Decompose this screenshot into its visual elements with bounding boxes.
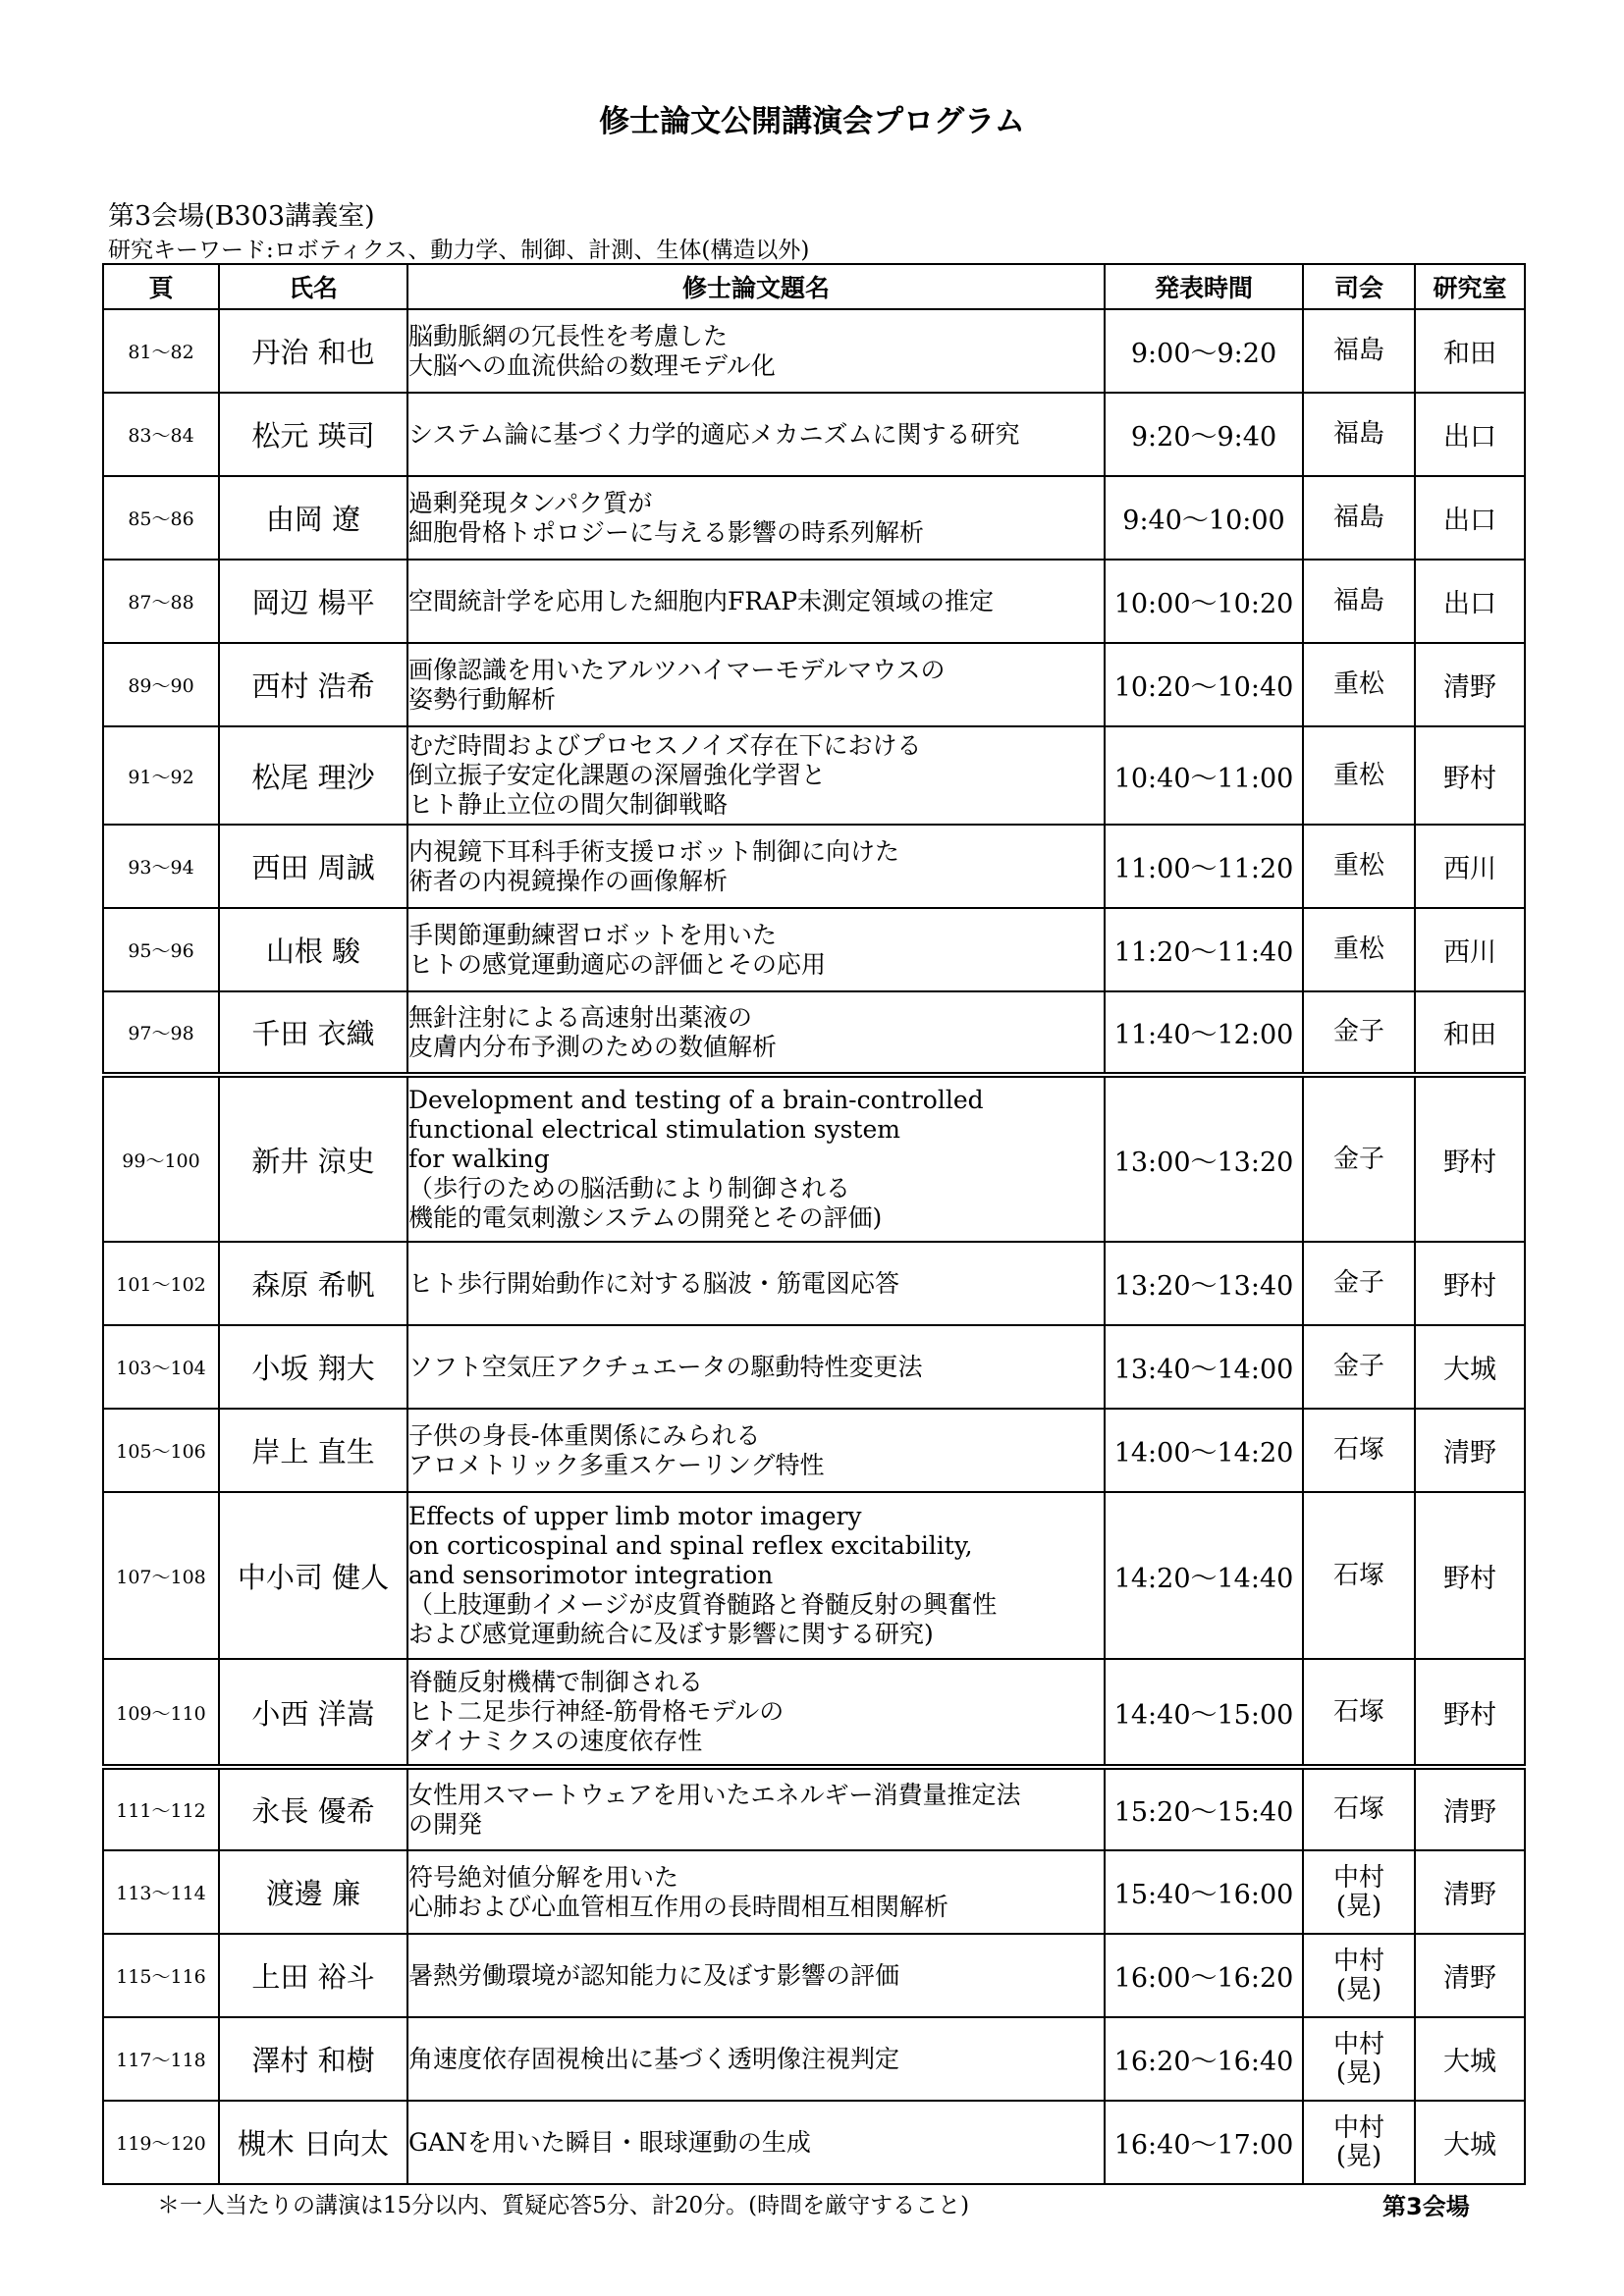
presentation-time: 14:40～15:00 [1105, 1659, 1303, 1767]
thesis-title-line: 無針注射による高速射出薬液の [408, 1002, 753, 1032]
table-row [103, 309, 1525, 393]
session-chair-line: 金子 [1332, 1144, 1384, 1174]
thesis-title [407, 991, 1105, 1075]
thesis-title-line: ヒト静止立位の間欠制御戦略 [408, 790, 729, 819]
presenter-name: 渡邊 廉 [219, 1850, 407, 1934]
presentation-time: 10:00～10:20 [1105, 560, 1303, 643]
laboratory: 和田 [1415, 991, 1525, 1075]
thesis-title-line: 過剰発現タンパク質が [408, 488, 653, 517]
laboratory: 出口 [1415, 560, 1525, 643]
session-chair-line: 重松 [1332, 851, 1384, 881]
table-row [103, 1850, 1525, 1934]
header-pages: 頁 [103, 264, 219, 309]
thesis-title-line: 画像認識を用いたアルツハイマーモデルマウスの [408, 655, 946, 684]
laboratory: 大城 [1415, 2017, 1525, 2101]
laboratory: 野村 [1415, 1492, 1525, 1659]
laboratory: 清野 [1415, 1767, 1525, 1850]
thesis-title [407, 726, 1105, 825]
thesis-title [407, 908, 1105, 991]
session-chair [1303, 2017, 1415, 2101]
session-chair [1303, 1492, 1415, 1659]
page-range: 99～100 [103, 1075, 219, 1242]
session-chair-line: 石塚 [1332, 1696, 1384, 1727]
page-range: 93～94 [103, 825, 219, 908]
presenter-name: 西田 周誠 [219, 825, 407, 908]
thesis-title-line: ダイナミクスの速度依存性 [408, 1727, 703, 1755]
thesis-title [407, 1767, 1105, 1850]
thesis-title-line: 脳動脈網の冗長性を考慮した [408, 321, 729, 350]
session-chair-line: 重松 [1332, 934, 1384, 965]
thesis-title [407, 1325, 1105, 1409]
presenter-name: 西村 浩希 [219, 643, 407, 726]
thesis-title-line: on corticospinal and spinal reflex excitability, [408, 1531, 973, 1560]
page-range: 115～116 [103, 1934, 219, 2017]
thesis-title-line: Development and testing of a brain-controlled [408, 1086, 984, 1114]
page-range: 111～112 [103, 1767, 219, 1850]
session-chair [1303, 1325, 1415, 1409]
session-chair-line: 福島 [1332, 586, 1384, 616]
page-range: 103～104 [103, 1325, 219, 1409]
program-table-body [103, 309, 1525, 2184]
page-range: 117～118 [103, 2017, 219, 2101]
page-range: 113～114 [103, 1850, 219, 1934]
thesis-title-line: ヒト歩行開始動作に対する脳波・筋電図応答 [408, 1268, 900, 1298]
presentation-time: 11:00～11:20 [1105, 825, 1303, 908]
thesis-title-line: 暑熱労働環境が認知能力に及ぼす影響の評価 [408, 1960, 900, 1990]
thesis-title [407, 1850, 1105, 1934]
session-chair-line: 石塚 [1332, 1435, 1384, 1466]
session-chair-line: (晃) [1335, 1974, 1382, 2004]
thesis-title-line: 大脳への血流供給の数理モデル化 [408, 350, 776, 380]
thesis-title-line: （歩行のための脳活動により制御される [408, 1174, 851, 1202]
page-range: 85～86 [103, 476, 219, 560]
session-chair-line: 金子 [1332, 1268, 1384, 1299]
session-chair [1303, 1934, 1415, 2017]
thesis-title-line: ソフト空気圧アクチュエータの駆動特性変更法 [408, 1352, 923, 1381]
thesis-title [407, 2017, 1105, 2101]
table-row [103, 991, 1525, 1075]
table-row [103, 1325, 1525, 1409]
thesis-title-line: for walking [408, 1145, 550, 1173]
thesis-title-line: Effects of upper limb motor imagery [408, 1502, 862, 1530]
session-chair-line: (晃) [1335, 2141, 1382, 2171]
thesis-title-line: 空間統計学を応用した細胞内FRAP未測定領域の推定 [408, 586, 995, 615]
session-chair [1303, 1075, 1415, 1242]
session-chair-line: 重松 [1332, 669, 1384, 700]
table-row [103, 1242, 1525, 1325]
presentation-time: 13:20～13:40 [1105, 1242, 1303, 1325]
thesis-title [407, 1492, 1105, 1659]
session-chair-line: 福島 [1332, 336, 1384, 366]
laboratory: 野村 [1415, 1659, 1525, 1767]
session-chair-line: 福島 [1332, 419, 1384, 450]
session-chair-line: 重松 [1332, 760, 1384, 790]
presenter-name: 森原 希帆 [219, 1242, 407, 1325]
footer-note: ＊一人当たりの講演は15分以内、質疑応答5分、計20分。(時間を厳守すること) [157, 2193, 970, 2218]
presentation-time: 16:40～17:00 [1105, 2101, 1303, 2184]
thesis-title-line: 子供の身長-体重関係にみられる [408, 1420, 761, 1450]
venue-label: 第3会場(B303講義室) [108, 201, 375, 232]
presentation-time: 15:40～16:00 [1105, 1850, 1303, 1934]
session-chair [1303, 1850, 1415, 1934]
session-chair-line: 中村 [1332, 1946, 1384, 1976]
presenter-name: 岸上 直生 [219, 1409, 407, 1492]
table-row [103, 393, 1525, 476]
table-row [103, 1492, 1525, 1659]
thesis-title [407, 1934, 1105, 2017]
thesis-title-line: 機能的電気刺激システムの開発とその評価) [408, 1203, 883, 1232]
presenter-name: 上田 裕斗 [219, 1934, 407, 2017]
thesis-title-line: ヒトの感覚運動適応の評価とその応用 [408, 949, 827, 979]
presentation-time: 10:40～11:00 [1105, 726, 1303, 825]
laboratory: 清野 [1415, 1409, 1525, 1492]
thesis-title-line: および感覚運動統合に及ぼす影響に関する研究) [408, 1620, 934, 1648]
thesis-title-line: 脊髄反射機構で制御される [408, 1668, 704, 1696]
table-row [103, 560, 1525, 643]
page-range: 89～90 [103, 643, 219, 726]
session-chair-line: (晃) [1335, 2057, 1382, 2088]
laboratory: 清野 [1415, 1850, 1525, 1934]
session-chair-line: 金子 [1332, 1352, 1384, 1382]
laboratory: 出口 [1415, 393, 1525, 476]
table-row [103, 1659, 1525, 1767]
presenter-name: 松元 瑛司 [219, 393, 407, 476]
table-row [103, 2101, 1525, 2184]
presenter-name: 永長 優希 [219, 1767, 407, 1850]
table-row [103, 1767, 1525, 1850]
table-row [103, 908, 1525, 991]
thesis-title-line: 内視鏡下耳科手術支援ロボット制御に向けた [408, 836, 900, 866]
presenter-name: 由岡 遼 [219, 476, 407, 560]
laboratory: 野村 [1415, 726, 1525, 825]
presenter-name: 松尾 理沙 [219, 726, 407, 825]
table-header-row [103, 264, 1525, 309]
page-range: 109～110 [103, 1659, 219, 1767]
thesis-title-line: 倒立振子安定化課題の深層強化学習と [408, 761, 827, 789]
thesis-title [407, 643, 1105, 726]
session-chair [1303, 1659, 1415, 1767]
presentation-time: 14:20～14:40 [1105, 1492, 1303, 1659]
presentation-time: 11:20～11:40 [1105, 908, 1303, 991]
thesis-title-line: むだ時間およびプロセスノイズ存在下における [408, 731, 922, 760]
session-chair-line: 中村 [1332, 1862, 1384, 1893]
thesis-title-line: の開発 [408, 1809, 483, 1839]
page-range: 105～106 [103, 1409, 219, 1492]
session-chair-line: 福島 [1332, 503, 1384, 533]
thesis-title-line: （上肢運動イメージが皮質脊髄路と脊髄反射の興奮性 [408, 1590, 998, 1619]
session-chair [1303, 309, 1415, 393]
thesis-title [407, 309, 1105, 393]
session-chair [1303, 643, 1415, 726]
session-chair-line: 石塚 [1332, 1560, 1384, 1590]
thesis-title-line: functional electrical stimulation system [408, 1115, 900, 1144]
presentation-time: 10:20～10:40 [1105, 643, 1303, 726]
thesis-title [407, 476, 1105, 560]
thesis-title-line: and sensorimotor integration [408, 1561, 774, 1589]
thesis-title-line: 心肺および心血管相互作用の長時間相互相関解析 [408, 1892, 949, 1921]
thesis-title-line: 皮膚内分布予測のための数値解析 [408, 1032, 778, 1061]
table-row [103, 643, 1525, 726]
thesis-title [407, 1075, 1105, 1242]
research-keywords: 研究キーワード:ロボティクス、動力学、制御、計測、生体(構造以外) [108, 238, 810, 263]
presenter-name: 澤村 和樹 [219, 2017, 407, 2101]
thesis-title-line: ヒト二足歩行神経-筋骨格モデルの [408, 1697, 785, 1726]
thesis-title-line: アロメトリック多重スケーリング特性 [408, 1450, 825, 1479]
header-chair: 司会 [1303, 264, 1415, 309]
table-row [103, 726, 1525, 825]
presentation-time: 13:40～14:00 [1105, 1325, 1303, 1409]
thesis-title-line: GANを用いた瞬目・眼球運動の生成 [408, 2127, 811, 2157]
presentation-time: 15:20～15:40 [1105, 1767, 1303, 1850]
session-chair [1303, 393, 1415, 476]
page-range: 87～88 [103, 560, 219, 643]
page-range: 107～108 [103, 1492, 219, 1659]
presenter-name: 新井 涼史 [219, 1075, 407, 1242]
thesis-title [407, 560, 1105, 643]
session-chair [1303, 726, 1415, 825]
thesis-title-line: 女性用スマートウェアを用いたエネルギー消費量推定法 [408, 1780, 1021, 1809]
laboratory: 西川 [1415, 825, 1525, 908]
laboratory: 大城 [1415, 1325, 1525, 1409]
presentation-time: 13:00～13:20 [1105, 1075, 1303, 1242]
presentation-time: 9:20～9:40 [1105, 393, 1303, 476]
table-row [103, 2017, 1525, 2101]
session-chair [1303, 2101, 1415, 2184]
thesis-title [407, 2101, 1105, 2184]
presenter-name: 小坂 翔大 [219, 1325, 407, 1409]
session-chair-line: 中村 [1332, 2029, 1384, 2059]
presenter-name: 丹治 和也 [219, 309, 407, 393]
program-table [102, 263, 1526, 2185]
session-chair [1303, 560, 1415, 643]
header-name: 氏名 [219, 264, 407, 309]
presentation-time: 16:00～16:20 [1105, 1934, 1303, 2017]
footer-venue-label: 第3会場 [1382, 2193, 1470, 2220]
thesis-title [407, 1409, 1105, 1492]
presentation-time: 14:00～14:20 [1105, 1409, 1303, 1492]
presenter-name: 山根 駿 [219, 908, 407, 991]
session-chair [1303, 991, 1415, 1075]
laboratory: 和田 [1415, 309, 1525, 393]
session-chair [1303, 1242, 1415, 1325]
presentation-time: 11:40～12:00 [1105, 991, 1303, 1075]
header-lab: 研究室 [1415, 264, 1525, 309]
page-range: 95～96 [103, 908, 219, 991]
laboratory: 清野 [1415, 643, 1525, 726]
thesis-title [407, 825, 1105, 908]
table-row [103, 1409, 1525, 1492]
presentation-time: 16:20～16:40 [1105, 2017, 1303, 2101]
presentation-time: 9:00～9:20 [1105, 309, 1303, 393]
presenter-name: 中小司 健人 [219, 1492, 407, 1659]
laboratory: 野村 [1415, 1242, 1525, 1325]
laboratory: 出口 [1415, 476, 1525, 560]
thesis-title-line: 細胞骨格トポロジーに与える影響の時系列解析 [408, 517, 925, 547]
thesis-title [407, 1659, 1105, 1767]
presenter-name: 小西 洋嵩 [219, 1659, 407, 1767]
table-row [103, 1075, 1525, 1242]
laboratory: 大城 [1415, 2101, 1525, 2184]
laboratory: 西川 [1415, 908, 1525, 991]
presentation-time: 9:40～10:00 [1105, 476, 1303, 560]
page-range: 91～92 [103, 726, 219, 825]
thesis-title-line: 角速度依存固視検出に基づく透明像注視判定 [408, 2044, 900, 2073]
table-row [103, 476, 1525, 560]
thesis-title-line: 術者の内視鏡操作の画像解析 [408, 866, 729, 895]
presenter-name: 槻木 日向太 [219, 2101, 407, 2184]
page-range: 97～98 [103, 991, 219, 1075]
session-chair [1303, 1409, 1415, 1492]
header-presentation-time: 発表時間 [1105, 264, 1303, 309]
table-row [103, 1934, 1525, 2017]
session-chair [1303, 1767, 1415, 1850]
session-chair-line: (晃) [1335, 1891, 1382, 1921]
header-thesis-title: 修士論文題名 [407, 264, 1105, 309]
laboratory: 野村 [1415, 1075, 1525, 1242]
page-title: 修士論文公開講演会プログラム [599, 104, 1025, 139]
thesis-title [407, 393, 1105, 476]
thesis-title-line: システム論に基づく力学的適応メカニズムに関する研究 [408, 419, 1020, 449]
thesis-title-line: 符号絶対値分解を用いた [408, 1862, 679, 1892]
session-chair-line: 金子 [1332, 1017, 1384, 1047]
laboratory: 清野 [1415, 1934, 1525, 2017]
thesis-title [407, 1242, 1105, 1325]
page-range: 101～102 [103, 1242, 219, 1325]
session-chair-line: 中村 [1332, 2112, 1384, 2143]
session-chair [1303, 825, 1415, 908]
page-range: 119～120 [103, 2101, 219, 2184]
presenter-name: 千田 衣織 [219, 991, 407, 1075]
presenter-name: 岡辺 楊平 [219, 560, 407, 643]
table-row [103, 825, 1525, 908]
thesis-title-line: 姿勢行動解析 [408, 684, 557, 714]
session-chair [1303, 908, 1415, 991]
session-chair-line: 石塚 [1332, 1794, 1384, 1825]
page-range: 83～84 [103, 393, 219, 476]
session-chair [1303, 476, 1415, 560]
thesis-title-line: 手関節運動練習ロボットを用いた [408, 920, 778, 949]
page-range: 81～82 [103, 309, 219, 393]
